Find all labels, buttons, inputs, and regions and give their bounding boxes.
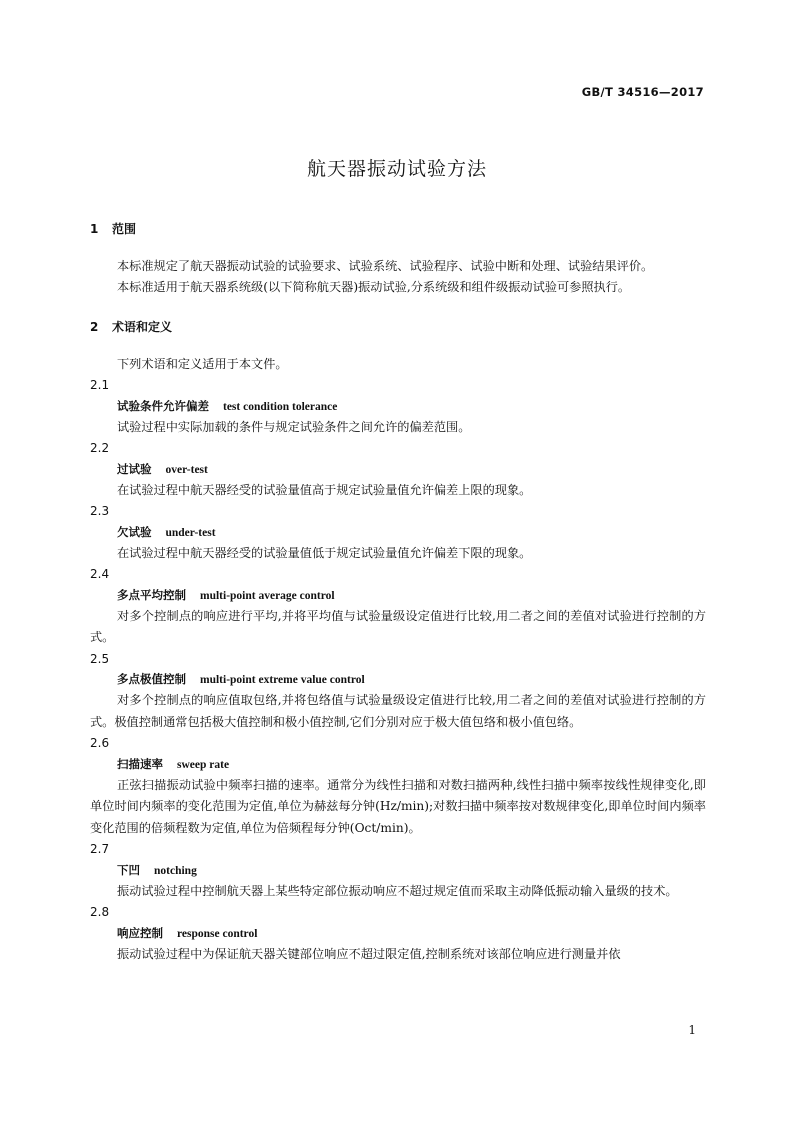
document-body <box>90 214 706 965</box>
section-heading-terms <box>90 312 706 342</box>
term-zh: 下凹 <box>117 862 140 877</box>
term-heading <box>90 585 706 606</box>
term-zh: 响应控制 <box>117 925 163 940</box>
term-zh: 多点极值控制 <box>117 672 186 686</box>
term-number: 2.5 <box>90 651 110 666</box>
document-title: 航天器振动试验方法 <box>306 158 487 180</box>
term-entry <box>90 375 706 438</box>
term-definition: 在试验过程中航天器经受的试验量值高于规定试验量值允许偏差上限的现象。 <box>117 482 532 497</box>
term-heading <box>90 459 706 480</box>
term-en: multi-point extreme value control <box>200 674 365 686</box>
term-number: 2.6 <box>90 736 110 750</box>
section-number: 1 <box>90 222 99 236</box>
term-entry <box>90 649 706 734</box>
page-number: 1 <box>688 1023 696 1037</box>
term-en: under-test <box>165 526 216 539</box>
term-entry <box>90 733 706 839</box>
section-number: 2 <box>90 320 99 334</box>
term-en: notching <box>154 864 197 877</box>
scope-paragraph: 本标准规定了航天器振动试验的试验要求、试验系统、试验程序、试验中断和处理、试验结果评价。 <box>117 259 654 273</box>
term-number: 2.1 <box>90 378 110 392</box>
term-number: 2.3 <box>90 504 110 518</box>
scope-paragraph: 本标准适用于航天器系统级(以下简称航天器)振动试验,分系统级和组件级振动试验可参照执行。 <box>117 280 631 294</box>
term-zh: 扫描速率 <box>117 756 163 771</box>
section-heading-scope <box>90 214 706 244</box>
term-en: multi-point average control <box>200 589 335 602</box>
term-entry <box>90 902 706 965</box>
term-entry <box>90 564 706 649</box>
term-heading <box>90 923 706 944</box>
term-en: sweep rate <box>177 758 230 771</box>
term-definition: 试验过程中实际加载的条件与规定试验条件之间允许的偏差范围。 <box>117 419 471 434</box>
term-zh: 试验条件允许偏差 <box>117 398 209 413</box>
term-zh: 过试验 <box>117 461 152 476</box>
term-en: test condition tolerance <box>223 400 338 413</box>
term-heading <box>90 754 706 775</box>
terms-intro: 下列术语和定义适用于本文件。 <box>117 357 288 371</box>
term-zh: 欠试验 <box>117 524 152 539</box>
term-definition: 对多个控制点的响应进行平均,并将平均值与试验量级设定值进行比较,用二者之间的差值对试验进行控制的方式。 <box>90 608 706 644</box>
standard-code: GB/T 34516—2017 <box>581 85 704 99</box>
section-title: 术语和定义 <box>112 320 173 334</box>
term-heading <box>90 669 706 690</box>
term-entry <box>90 438 706 501</box>
term-heading <box>90 396 706 417</box>
term-number: 2.4 <box>90 567 110 581</box>
term-heading <box>90 522 706 543</box>
term-definition: 在试验过程中航天器经受的试验量值低于规定试验量值允许偏差下限的现象。 <box>117 545 532 560</box>
term-definition: 正弦扫描振动试验中频率扫描的速率。通常分为线性扫描和对数扫描两种,线性扫描中频率按线性规律变化,即单位时间内频率的变化范围为定值,单位为赫兹每分钟(Hz/min);对数扫描中频率按对数规律变化,即单位时间内频率变化范围的倍频程数为定值,单位为倍频程每分钟(Oct/min)。 <box>90 777 706 835</box>
term-en: response control <box>177 927 258 940</box>
term-entry <box>90 501 706 564</box>
section-title: 范围 <box>112 222 137 236</box>
term-zh: 多点平均控制 <box>117 587 186 602</box>
term-definition: 振动试验过程中为保证航天器关键部位响应不超过限定值,控制系统对该部位响应进行测量并依 <box>117 946 621 961</box>
term-number: 2.2 <box>90 441 110 455</box>
term-entry <box>90 839 706 902</box>
term-en: over-test <box>165 463 208 476</box>
term-definition: 振动试验过程中控制航天器上某些特定部位振动响应不超过规定值而采取主动降低振动输入量级的技术。 <box>117 883 678 898</box>
term-heading <box>90 860 706 881</box>
term-number: 2.8 <box>90 905 110 919</box>
term-number: 2.7 <box>90 842 110 856</box>
term-definition: 对多个控制点的响应值取包络,并将包络值与试验量级设定值进行比较,用二者之间的差值对试验进行控制的方式。极值控制通常包括极大值控制和极小值控制,它们分别对应于极大值包络和极小值包络。 <box>90 693 706 729</box>
